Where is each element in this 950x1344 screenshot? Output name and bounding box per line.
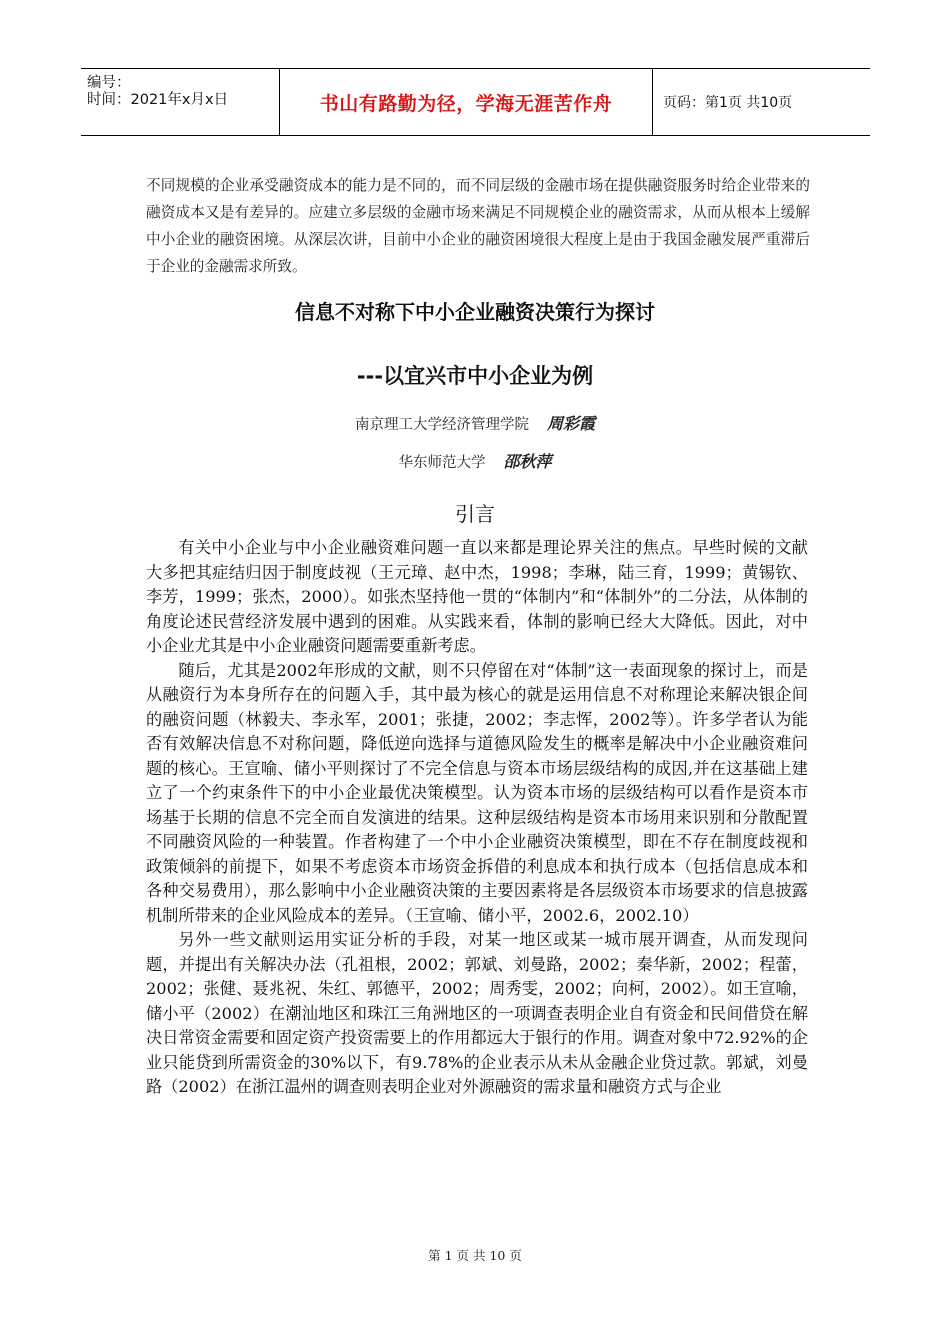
paper-subtitle: ---以宜兴市中小企业为例 bbox=[356, 364, 594, 388]
body-paragraph: 另外一些文献则运用实证分析的手段，对某一地区或某一城市展开调查，从而发现问题，并提出有关解决办法（孔祖根，2002；郭斌、刘曼路，2002；秦华新，2002；程蕾，2002；张健、聂兆祝、朱红、郭德平，2002；周秀雯，2002；向柯，2002）。如王宣喻，储小平（2002）在潮汕地区和珠江三角洲地区的一项调查表明企业自有资金和民间借贷在解决日常资金需要和固定资产投资需要上的作用都远大于银行的作用。调查对象中72.92%的企业只能贷到所需资金的30%以下，有9.78%的企业表示从未从金融企业贷过款。郭斌，刘曼路（2002）在浙江温州的调查则表明企业对外源融资的需求量和融资方式与企业 bbox=[146, 930, 808, 1096]
author-affiliation: 南京理工大学经济管理学院 bbox=[354, 417, 529, 433]
body-paragraph: 随后，尤其是2002年形成的文献，则不只停留在对“体制”这一表面现象的探讨上，而是从融资行为本身所存在的问题入手，其中最为核心的就是运用信息不对称理论来解决银企间的融资问题（林毅夫、李永军，2001；张捷，2002；李志恽，2002等）。许多学者认为能否有效解决信息不对称问题，降低逆向选择与道德风险发生的概率是解决中小企业融资难问题的核心。王宣喻、储小平则探讨了不完全信息与资本市场层级结构的成因,并在这基础上建立了一个约束条件下的中小企业最优决策模型。认为资本市场的层级结构可以看作是资本市场基于长期的信息不完全而自发演进的结果。这种层级结构是资本市场用来识别和分散配置不同融资风险的一种装置。作者构建了一个中小企业融资决策模型，即在不存在制度歧视和政策倾斜的前提下，如果不考虑资本市场资金拆借的利息成本和执行成本（包括信息成本和各种交易费用），那么影响中小企业融资决策的主要因素将是各层级资本市场要求的信息披露机制所带来的企业风险成本的差异。（王宣喻、储小平，2002.6，2002.10） bbox=[146, 660, 808, 925]
author-line-2 bbox=[0, 449, 950, 472]
header-page-info: 页码：第1页 共10页 bbox=[663, 95, 793, 111]
header-meta bbox=[81, 69, 280, 135]
intro-paragraph: 不同规模的企业承受融资成本的能力是不同的，而不同层级的金融市场在提供融资服务时给企业带来的融资成本又是有差异的。应建立多层级的金融市场来满足不同规模企业的融资需求，从而从根本上缓解中小企业的融资困境。从深层次讲，目前中小企业的融资困境很大程度上是由于我国金融发展严重滞后于企业的金融需求所致。 bbox=[146, 177, 810, 275]
paper-title: 信息不对称下中小企业融资决策行为探讨 bbox=[295, 300, 655, 324]
time-label: 时间：2021年x月x日 bbox=[87, 92, 229, 108]
author-name: 周彩霞 bbox=[546, 414, 595, 433]
author-affiliation: 华东师范大学 bbox=[398, 455, 486, 471]
body-text bbox=[146, 536, 808, 1100]
number-label: 编号： bbox=[87, 75, 131, 91]
header-motto: 书山有路勤为径，学海无涯苦作舟 bbox=[280, 69, 653, 135]
page-footer: 第 1 页 共 10 页 bbox=[428, 1248, 522, 1263]
document-header bbox=[81, 68, 870, 136]
section-heading: 引言 bbox=[455, 502, 495, 526]
author-line-1 bbox=[0, 411, 950, 434]
body-paragraph: 有关中小企业与中小企业融资难问题一直以来都是理论界关注的焦点。早些时候的文献大多把其症结归因于制度歧视（王元璋、赵中杰，1998；李琳，陆三育，1999；黄锡钦、李芳，1999；张杰，2000）。如张杰坚持他一贯的“体制内”和“体制外”的二分法，从体制的角度论述民营经济发展中遇到的困难。从实践来看，体制的影响已经大大降低。因此，对中小企业尤其是中小企业融资问题需要重新考虑。 bbox=[146, 538, 808, 655]
author-name: 邵秋萍 bbox=[503, 452, 552, 471]
